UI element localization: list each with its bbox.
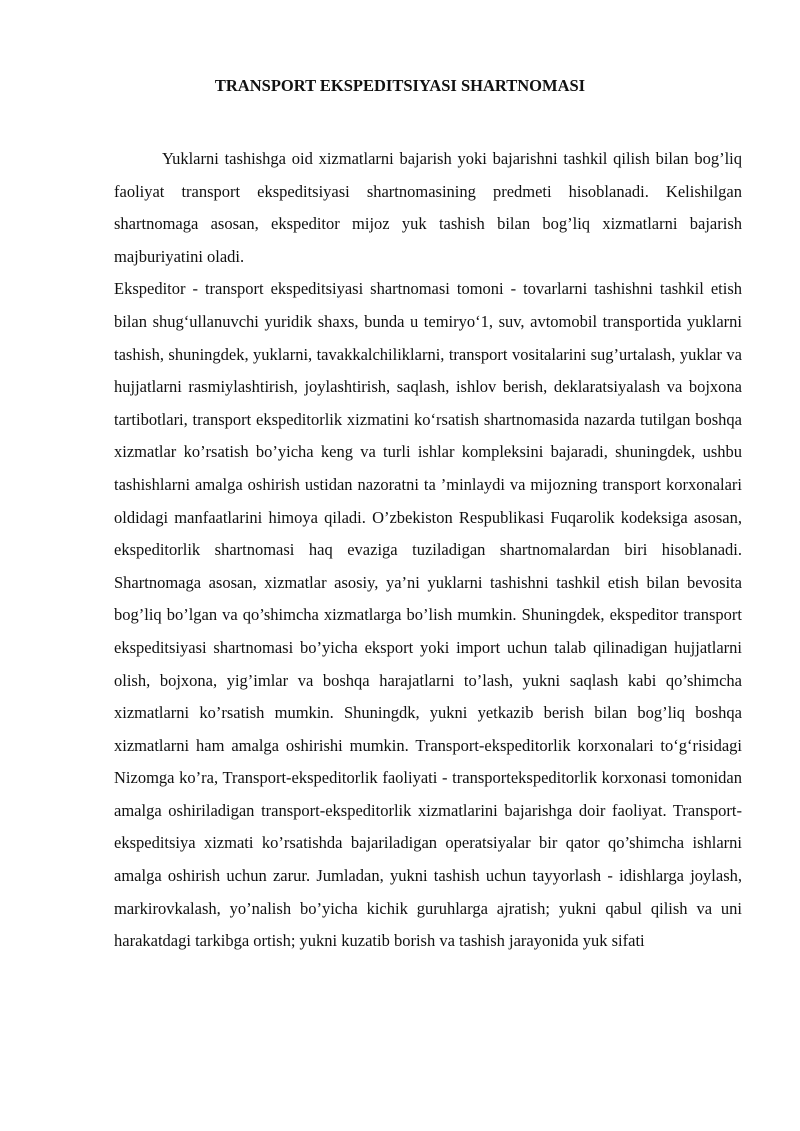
document-body xyxy=(114,143,742,958)
document-title: TRANSPORT EKSPEDITSIYASI SHARTNOMASI xyxy=(214,76,586,95)
paragraph-expeditor: Ekspeditor - transport ekspeditsiyasi shartnomasi tomoni - tovarlarni tashishni tashkil etish bilan shug‘ullanuvchi yuridik shaxs, bunda u temiryo‘1, suv, avtomobil transportida yuklarni tashish, shuningdek, yuklarni, tavakkalchiliklarni, transport vositalarini sug’urtalash, yuklar va hujjatlarni rasmiylashtirish, joylashtirish, saqlash, ishlov berish, deklaratsiyalash va bojxona tartibotlari, transport ekspeditorlik xizmatini ko‘rsatish shartnomasida nazarda tutilgan boshqa xizmatlar ko’rsatish bo’yicha keng va turli ishlar kompleksini bajaradi, shuningdek, ushbu tashishlarni amalga oshirish ustidan nazoratni ta ’minlaydi va mijozning transport korxonalari oldidagi manfaatlarini himoya qiladi. O’zbekiston Respublikasi Fuqarolik kodeksiga asosan, ekspeditorlik shartnomasi haq evaziga tuziladigan shartnomalardan biri hisoblanadi. Shartnomaga asosan, xizmatlar asosiy, ya’ni yuklarni tashishni tashkil etish bilan bevosita bog’liq bo’lgan va qo’shimcha xizmatlarga bo’lish mumkin. Shuningdek, ekspeditor transport ekspeditsiyasi shartnomasi bo’yicha eksport yoki import uchun talab qilinadigan hujjatlarni olish, bojxona, yig’imlar va boshqa harajatlarni to’lash, yukni saqlash kabi qo’shimcha xizmatlarni ko’rsatish mumkin. Shuningdk, yukni yetkazib berish bilan bog’liq boshqa xizmatlarni ham amalga oshirishi mumkin. Transport-ekspeditorlik korxonalari to‘g‘risidagi Nizomga ko’ra, Transport-ekspeditorlik faoliyati - transportekspeditorlik korxonasi tomonidan amalga oshiriladigan transport-ekspeditorlik xizmatlarini bajarishga doir faoliyat. Transport-ekspeditsiya xizmati ko’rsatishda bajariladigan operatsiyalar bir qator qo’shimcha ishlarni amalga oshirish uchun zarur. Jumladan, yukni tashish uchun tayyorlash - idishlarga joylash, markirovkalash, yo’nalish bo’yicha kichik guruhlarga ajratish; yukni qabul qilish va uni harakatdagi tarkibga ortish; yukni kuzatib borish va tashish jarayonida yuk sifati xyxy=(114,279,742,951)
paragraph-intro: Yuklarni tashishga oid xizmatlarni bajarish yoki bajarishni tashkil qilish bilan bog’liq faoliyat transport ekspeditsiyasi shartnomasining predmeti hisoblanadi. Kelishilgan shartnomaga asosan, ekspeditor mijoz yuk tashish bilan bog’liq xizmatlarni bajarish majburiyatini oladi. xyxy=(114,149,742,266)
